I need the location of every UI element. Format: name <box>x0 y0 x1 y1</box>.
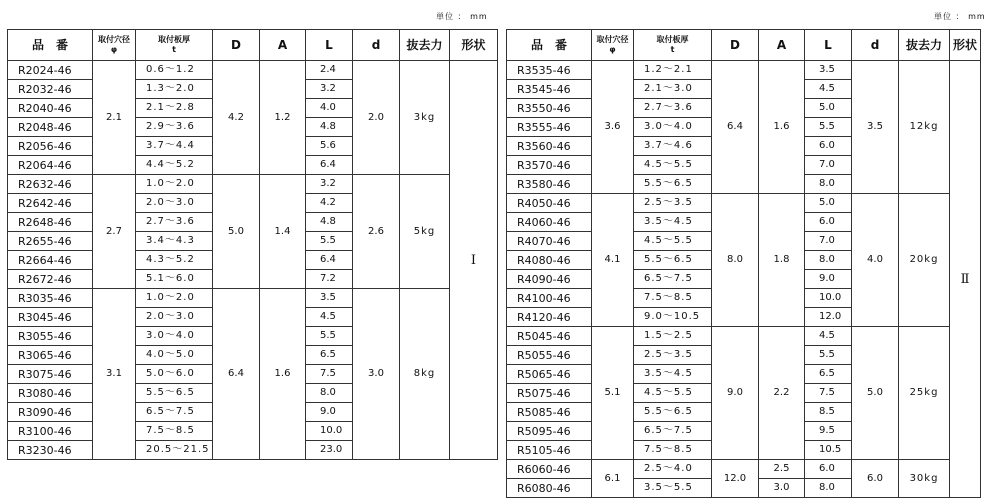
L-cell: 7.5 <box>805 384 852 403</box>
L-cell: 5.5 <box>805 118 852 137</box>
plate-thickness-cell: 4.5～5.5 <box>634 384 712 403</box>
part-number-cell: R3080-46 <box>8 384 93 403</box>
plate-thickness-cell: 7.5～8.5 <box>634 441 712 460</box>
part-number-cell: R4050-46 <box>507 194 592 213</box>
L-cell: 5.0 <box>805 99 852 118</box>
mount-hole-cell: 3.1 <box>93 289 136 460</box>
header-A: A <box>260 30 306 61</box>
part-number-cell: R4070-46 <box>507 232 592 251</box>
unit-label-left: 単位 ： mm <box>436 12 488 21</box>
d-cell: 3.0 <box>353 289 400 460</box>
plate-thickness-cell: 2.5～4.0 <box>634 460 712 479</box>
part-number-cell: R3580-46 <box>507 175 592 194</box>
table-row <box>507 61 981 80</box>
plate-thickness-cell: 0.6～1.2 <box>136 61 213 80</box>
plate-thickness-cell: 1.3～2.0 <box>136 80 213 99</box>
part-number-cell: R3065-46 <box>8 346 93 365</box>
mount-hole-cell: 6.1 <box>592 460 634 498</box>
L-cell: 8.0 <box>805 175 852 194</box>
L-cell: 6.4 <box>306 156 353 175</box>
A-cell: 1.8 <box>759 194 805 327</box>
L-cell: 8.0 <box>306 384 353 403</box>
pull-out-force-cell: 3kg <box>400 61 450 175</box>
header-plate-thickness: 取付板厚 t <box>634 30 712 61</box>
L-cell: 7.5 <box>306 365 353 384</box>
table-row <box>507 327 981 346</box>
shape-cell: Ⅱ <box>950 61 981 498</box>
shape-cell: Ⅰ <box>450 61 498 460</box>
L-cell: 6.4 <box>306 251 353 270</box>
L-cell: 23.0 <box>306 441 353 460</box>
L-cell: 6.5 <box>306 346 353 365</box>
plate-thickness-cell: 4.4～5.2 <box>136 156 213 175</box>
L-cell: 3.2 <box>306 175 353 194</box>
part-number-cell: R6060-46 <box>507 460 592 479</box>
D-cell: 12.0 <box>712 460 759 498</box>
part-number-cell: R2064-46 <box>8 156 93 175</box>
table-row <box>8 61 498 80</box>
part-number-cell: R5075-46 <box>507 384 592 403</box>
D-cell: 5.0 <box>213 175 260 289</box>
part-number-cell: R2040-46 <box>8 99 93 118</box>
part-number-cell: R3570-46 <box>507 156 592 175</box>
plate-thickness-cell: 6.5～7.5 <box>136 403 213 422</box>
part-number-cell: R5105-46 <box>507 441 592 460</box>
plate-thickness-cell: 20.5～21.5 <box>136 441 213 460</box>
plate-thickness-cell: 5.5～6.5 <box>634 175 712 194</box>
plate-thickness-cell: 7.5～8.5 <box>136 422 213 441</box>
part-number-cell: R4090-46 <box>507 270 592 289</box>
plate-thickness-cell: 1.2～2.1 <box>634 61 712 80</box>
plate-thickness-cell: 5.1～6.0 <box>136 270 213 289</box>
plate-thickness-cell: 4.3～5.2 <box>136 251 213 270</box>
A-cell: 2.2 <box>759 327 805 460</box>
L-cell: 5.5 <box>306 327 353 346</box>
part-number-cell: R6080-46 <box>507 479 592 498</box>
part-number-cell: R5045-46 <box>507 327 592 346</box>
pull-out-force-cell: 5kg <box>400 175 450 289</box>
d-cell: 2.0 <box>353 61 400 175</box>
plate-thickness-cell: 3.7～4.4 <box>136 137 213 156</box>
plate-thickness-cell: 4.5～5.5 <box>634 232 712 251</box>
header-plate-thickness: 取付板厚 t <box>136 30 213 61</box>
header-part-number: 品 番 <box>8 30 93 61</box>
D-cell: 6.4 <box>712 61 759 194</box>
plate-thickness-cell: 5.5～6.5 <box>634 251 712 270</box>
L-cell: 12.0 <box>805 308 852 327</box>
d-cell: 6.0 <box>852 460 899 498</box>
plate-thickness-cell: 4.0～5.0 <box>136 346 213 365</box>
L-cell: 10.5 <box>805 441 852 460</box>
mount-hole-cell: 3.6 <box>592 61 634 194</box>
header-D: D <box>712 30 759 61</box>
plate-thickness-cell: 3.0～4.0 <box>136 327 213 346</box>
plate-thickness-cell: 9.0～10.5 <box>634 308 712 327</box>
header-mount-hole: 取付穴径 φ <box>93 30 136 61</box>
plate-thickness-cell: 6.5～7.5 <box>634 270 712 289</box>
header-L: L <box>805 30 852 61</box>
L-cell: 4.8 <box>306 118 353 137</box>
d-cell: 5.0 <box>852 327 899 460</box>
table-row <box>507 194 981 213</box>
pull-out-force-cell: 12kg <box>899 61 950 194</box>
plate-thickness-cell: 2.0～3.0 <box>136 308 213 327</box>
plate-thickness-cell: 2.9～3.6 <box>136 118 213 137</box>
L-cell: 7.0 <box>805 156 852 175</box>
part-number-cell: R5065-46 <box>507 365 592 384</box>
L-cell: 5.5 <box>306 232 353 251</box>
table-row <box>8 175 498 194</box>
mount-hole-cell: 2.1 <box>93 61 136 175</box>
D-cell: 6.4 <box>213 289 260 460</box>
part-number-cell: R2632-46 <box>8 175 93 194</box>
header-pull-out-force: 抜去力 <box>899 30 950 61</box>
pull-out-force-cell: 25kg <box>899 327 950 460</box>
table-header-row <box>8 30 498 61</box>
part-number-cell: R3090-46 <box>8 403 93 422</box>
part-number-cell: R3100-46 <box>8 422 93 441</box>
D-cell: 9.0 <box>712 327 759 460</box>
D-cell: 8.0 <box>712 194 759 327</box>
L-cell: 8.0 <box>805 251 852 270</box>
plate-thickness-cell: 7.5～8.5 <box>634 289 712 308</box>
part-number-cell: R3035-46 <box>8 289 93 308</box>
plate-thickness-cell: 5.0～6.0 <box>136 365 213 384</box>
A-cell: 1.6 <box>759 61 805 194</box>
plate-thickness-cell: 2.5～3.5 <box>634 346 712 365</box>
pull-out-force-cell: 30kg <box>899 460 950 498</box>
part-number-cell: R2024-46 <box>8 61 93 80</box>
L-cell: 8.5 <box>805 403 852 422</box>
part-number-cell: R3555-46 <box>507 118 592 137</box>
L-cell: 6.5 <box>805 365 852 384</box>
header-shape: 形状 <box>450 30 498 61</box>
part-number-cell: R4120-46 <box>507 308 592 327</box>
part-number-cell: R2655-46 <box>8 232 93 251</box>
spec-table-left <box>7 29 498 460</box>
plate-thickness-cell: 3.4～4.3 <box>136 232 213 251</box>
part-number-cell: R2056-46 <box>8 137 93 156</box>
plate-thickness-cell: 1.0～2.0 <box>136 289 213 308</box>
plate-thickness-cell: 3.5～4.5 <box>634 213 712 232</box>
pull-out-force-cell: 20kg <box>899 194 950 327</box>
part-number-cell: R3550-46 <box>507 99 592 118</box>
part-number-cell: R2642-46 <box>8 194 93 213</box>
L-cell: 6.0 <box>805 460 852 479</box>
unit-label-right: 単位 ： mm <box>934 12 986 21</box>
A-cell: 1.6 <box>260 289 306 460</box>
header-A: A <box>759 30 805 61</box>
d-cell: 3.5 <box>852 61 899 194</box>
A-cell: 1.4 <box>260 175 306 289</box>
L-cell: 10.0 <box>805 289 852 308</box>
part-number-cell: R3055-46 <box>8 327 93 346</box>
L-cell: 3.5 <box>306 289 353 308</box>
A-cell: 2.5 <box>759 460 805 479</box>
part-number-cell: R3045-46 <box>8 308 93 327</box>
L-cell: 9.5 <box>805 422 852 441</box>
part-number-cell: R2048-46 <box>8 118 93 137</box>
L-cell: 10.0 <box>306 422 353 441</box>
L-cell: 4.5 <box>805 80 852 99</box>
L-cell: 5.5 <box>805 346 852 365</box>
table-row <box>507 460 981 479</box>
A-cell: 3.0 <box>759 479 805 498</box>
d-cell: 2.6 <box>353 175 400 289</box>
L-cell: 3.5 <box>805 61 852 80</box>
L-cell: 4.5 <box>805 327 852 346</box>
plate-thickness-cell: 1.0～2.0 <box>136 175 213 194</box>
part-number-cell: R3535-46 <box>507 61 592 80</box>
plate-thickness-cell: 4.5～5.5 <box>634 156 712 175</box>
header-L: L <box>306 30 353 61</box>
part-number-cell: R2672-46 <box>8 270 93 289</box>
mount-hole-cell: 5.1 <box>592 327 634 460</box>
plate-thickness-cell: 3.0～4.0 <box>634 118 712 137</box>
part-number-cell: R4060-46 <box>507 213 592 232</box>
part-number-cell: R5055-46 <box>507 346 592 365</box>
header-D: D <box>213 30 260 61</box>
L-cell: 4.2 <box>306 194 353 213</box>
L-cell: 7.2 <box>306 270 353 289</box>
plate-thickness-cell: 5.5～6.5 <box>634 403 712 422</box>
plate-thickness-cell: 2.7～3.6 <box>136 213 213 232</box>
part-number-cell: R5085-46 <box>507 403 592 422</box>
plate-thickness-cell: 2.1～2.8 <box>136 99 213 118</box>
D-cell: 4.2 <box>213 61 260 175</box>
part-number-cell: R5095-46 <box>507 422 592 441</box>
part-number-cell: R2648-46 <box>8 213 93 232</box>
header-d: d <box>852 30 899 61</box>
L-cell: 4.0 <box>306 99 353 118</box>
mount-hole-cell: 2.7 <box>93 175 136 289</box>
header-mount-hole: 取付穴径 φ <box>592 30 634 61</box>
plate-thickness-cell: 3.5～4.5 <box>634 365 712 384</box>
header-pull-out-force: 抜去力 <box>400 30 450 61</box>
L-cell: 2.4 <box>306 61 353 80</box>
L-cell: 4.5 <box>306 308 353 327</box>
part-number-cell: R2664-46 <box>8 251 93 270</box>
table-header-row <box>507 30 981 61</box>
L-cell: 3.2 <box>306 80 353 99</box>
part-number-cell: R3230-46 <box>8 441 93 460</box>
plate-thickness-cell: 2.5～3.5 <box>634 194 712 213</box>
L-cell: 9.0 <box>306 403 353 422</box>
part-number-cell: R3545-46 <box>507 80 592 99</box>
plate-thickness-cell: 3.5～5.5 <box>634 479 712 498</box>
L-cell: 8.0 <box>805 479 852 498</box>
L-cell: 5.0 <box>805 194 852 213</box>
plate-thickness-cell: 3.7～4.6 <box>634 137 712 156</box>
header-part-number: 品 番 <box>507 30 592 61</box>
plate-thickness-cell: 1.5～2.5 <box>634 327 712 346</box>
mount-hole-cell: 4.1 <box>592 194 634 327</box>
L-cell: 6.0 <box>805 137 852 156</box>
plate-thickness-cell: 2.7～3.6 <box>634 99 712 118</box>
part-number-cell: R3075-46 <box>8 365 93 384</box>
header-d: d <box>353 30 400 61</box>
L-cell: 9.0 <box>805 270 852 289</box>
pull-out-force-cell: 8kg <box>400 289 450 460</box>
spec-table-right <box>506 29 981 498</box>
d-cell: 4.0 <box>852 194 899 327</box>
L-cell: 6.0 <box>805 213 852 232</box>
part-number-cell: R4100-46 <box>507 289 592 308</box>
L-cell: 4.8 <box>306 213 353 232</box>
L-cell: 7.0 <box>805 232 852 251</box>
A-cell: 1.2 <box>260 61 306 175</box>
L-cell: 5.6 <box>306 137 353 156</box>
part-number-cell: R4080-46 <box>507 251 592 270</box>
plate-thickness-cell: 2.0～3.0 <box>136 194 213 213</box>
header-shape: 形状 <box>950 30 981 61</box>
part-number-cell: R3560-46 <box>507 137 592 156</box>
plate-thickness-cell: 6.5～7.5 <box>634 422 712 441</box>
plate-thickness-cell: 2.1～3.0 <box>634 80 712 99</box>
table-row <box>8 289 498 308</box>
plate-thickness-cell: 5.5～6.5 <box>136 384 213 403</box>
part-number-cell: R2032-46 <box>8 80 93 99</box>
